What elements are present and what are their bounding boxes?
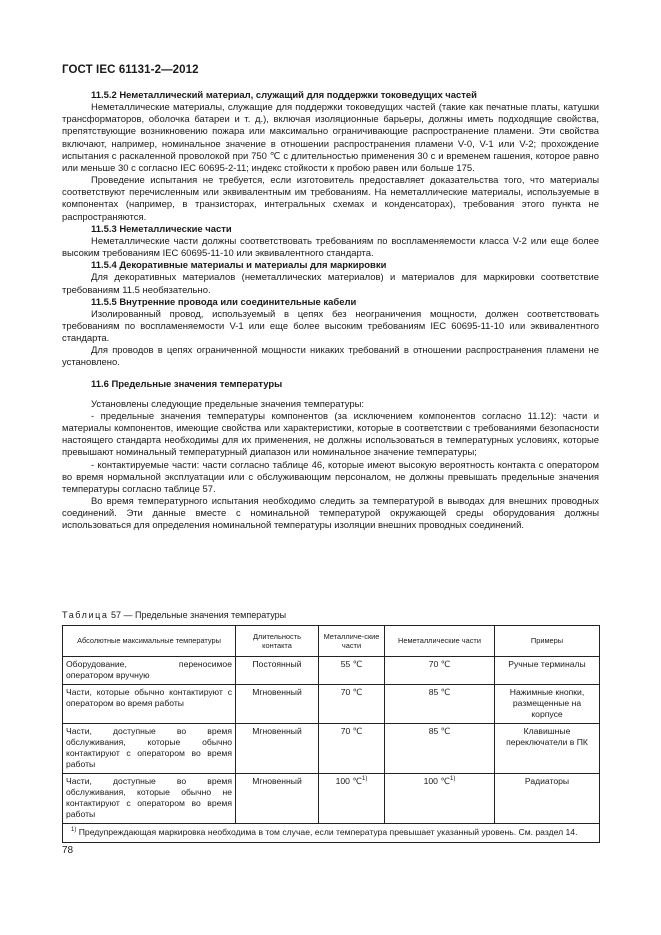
table-header-row [63,626,600,657]
paragraph: Проведение испытания не требуется, если изготовитель предоставляет доказательства того, что материалы соответствуют перечисленным или эквивалентным им требованиям. На неметаллические материалы, используемые в компонентах (например, в транзисторах, интегральных схемах и конденсаторах), требования этого пункта не распространяются. [62,175,599,223]
table-cell-value: 100 ℃ [423,776,451,786]
page-number: 78 [62,845,74,856]
paragraph: Для проводов в цепях ограниченной мощности никаких требований в отношении распространения пламени не установлено. [62,345,599,369]
table-cell: 85 ℃ [385,685,495,724]
table-caption [62,609,286,621]
table-cell: Части, которые обычно контактируют с оператором во время работы [63,685,236,724]
paragraph: Во время температурного испытания необходимо следить за температурой в выводах для внешних проводных соединений. Эти данные вместе с номинальной температурой окружающей среды оборудования должны использоваться для определения номинальной температуры изоляции внешних проводных соединений. [62,496,599,532]
body-text [62,90,599,532]
table-cell: 70 ℃ [319,685,385,724]
table-row [63,685,600,724]
table-cell: Мгновенный [236,724,319,774]
table-row [63,724,600,774]
heading-11-6: 11.6 Предельные значения температуры [91,378,283,390]
heading-11-5-3: 11.5.3 Неметаллические части [91,223,232,235]
table-cell [385,774,495,824]
paragraph: - контактируемые части: части согласно таблице 46, которые имеют высокую вероятность контакта с оператором во время нормальной эксплуатации или с обслуживающим персоналом, не должны превышать предельные значения температуры согласно таблице 57. [62,459,599,495]
column-header: Примеры [495,626,600,657]
table-footnote-row [63,824,600,843]
table-cell: Постоянный [236,657,319,685]
table-cell: 85 ℃ [385,724,495,774]
table-caption-label: Таблица [62,610,109,620]
table-cell: Части, доступные во время обслуживания, которые обычно контактируют с оператором во время работы [63,724,236,774]
heading-11-5-4: 11.5.4 Декоративные материалы и материалы для маркировки [91,260,387,272]
table-cell: Радиаторы [495,774,600,824]
paragraph: Для декоративных материалов (неметаллических материалов) и материалов для маркировки соответствие требованиям 11.5 необязательно. [62,272,599,296]
table-cell: Части, доступные во время обслуживания, которые обычно не контактируют с оператором во время работы [63,774,236,824]
footnote-text: Предупреждающая маркировка необходима в том случае, если температура превышает указанный уровень. См. раздел 14. [76,827,578,837]
standard-header: ГОСТ IEC 61131-2—2012 [62,64,199,76]
table-cell [319,774,385,824]
table-cell: Мгновенный [236,774,319,824]
paragraph: Изолированный провод, используемый в цепях без неограничения мощности, должен соответствовать требованиям по воспламеняемости V-1 или еще более высоким требованиям IEC 60695-11-10 или эквивалентного стандарта. [62,308,599,345]
table-cell-value: 100 ℃ [335,776,363,786]
heading-11-5-2: 11.5.2 Неметаллический материал, служащий для поддержки токоведущих частей [91,90,477,101]
table-cell: 55 ℃ [319,657,385,685]
table-cell: Ручные терминалы [495,657,600,685]
heading-11-5-5: 11.5.5 Внутренние провода или соединительные кабели [91,296,357,308]
table-footnote [63,824,600,843]
footnote-ref: 1) [450,776,456,783]
paragraph: Неметаллические части должны соответствовать требованиям по воспламеняемости класса V-2 или еще более высоким требованиям IEC 60695-11-10 или эквивалентного стандарта. [62,235,599,260]
column-header: Металличе-ские части [319,626,385,657]
paragraph: Неметаллические материалы, служащие для поддержки токоведущих частей (такие как печатные платы, катушки трансформаторов, оболочка батареи и т. д.), включая изоляционные барьеры, должны иметь подходящие свойства, препятствующие возникновению пожара или максимально ограничивающие распространение пламени. Эти свойства включают, например, номинальное значение в отношении распространения пламени V-0, V-1 или V-2; прохождение испытания с раскаленной проволокой при 750 ℃ с длительностью применения 30 с и временем гашения, которое равно или меньше 30 с согласно IEC 60695-2-11; индекс стойкости к пробою равен или больше 175. [62,102,599,174]
column-header: Неметаллические части [385,626,495,657]
table-row [63,774,600,824]
table-cell: Мгновенный [236,685,319,724]
temperature-limits-table [62,625,600,843]
table-cell: 70 ℃ [385,657,495,685]
paragraph: Установлены следующие предельные значения температуры: [91,398,365,410]
table-row [63,657,600,685]
paragraph: - предельные значения температуры компонентов (за исключением компонентов согласно 11.12): части и материалы компонентов, имеющие свойства или характеристики, которые в соответствии с требованиями безопасности настоящего стандарта необходимы для их применения, не должны использоваться в температурных условиях, которые превышают номинальный температурный диапазон или номинальное значение температуры; [62,410,599,459]
table-caption-title: 57 — Предельные значения температуры [108,610,287,620]
footnote-mark: 1) [71,827,77,834]
column-header: Длительность контакта [236,626,319,657]
column-header: Абсолютные максимальные температуры [63,626,236,657]
table-cell: 70 ℃ [319,724,385,774]
table-cell: Нажимные кнопки, размещенные на корпусе [495,685,600,724]
table-cell: Оборудование, переносимое оператором вручную [63,657,236,685]
footnote-ref: 1) [362,776,368,783]
table-cell: Клавишные переключатели в ПК [495,724,600,774]
